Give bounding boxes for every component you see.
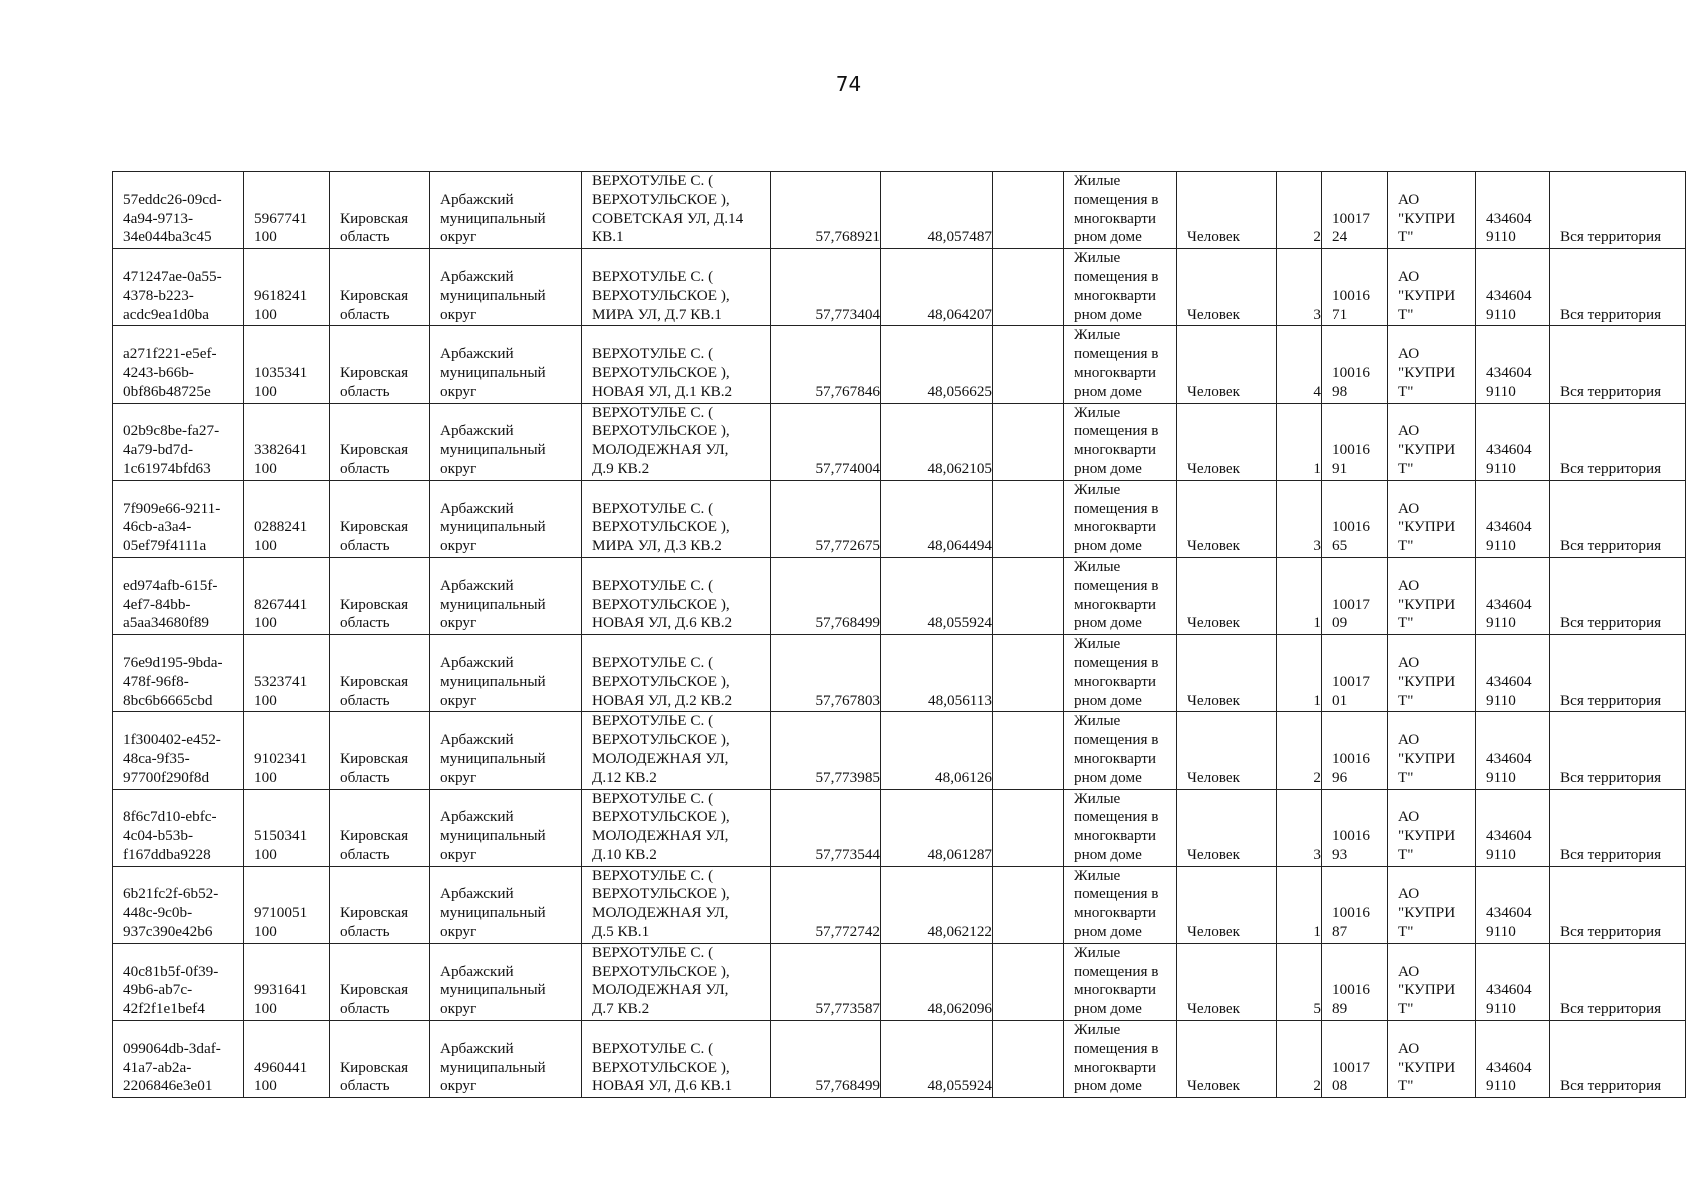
- object-type-cell: Жилые помещения в многокварти рном доме: [1064, 480, 1177, 557]
- territory-cell: Вся территория: [1550, 635, 1686, 712]
- table-row: [113, 635, 1686, 712]
- district-cell: Арбажский муниципальный округ: [430, 943, 582, 1020]
- object-type-cell: Жилые помещения в многокварти рном доме: [1064, 943, 1177, 1020]
- address-cell: ВЕРХОТУЛЬЕ С. ( ВЕРХОТУЛЬСКОЕ ), НОВАЯ УЛ, Д.6 КВ.1: [582, 1021, 771, 1098]
- district-cell: Арбажский муниципальный округ: [430, 480, 582, 557]
- latitude-cell: 57,768499: [771, 1021, 881, 1098]
- region-cell: Кировская область: [330, 326, 430, 403]
- empty-cell: [993, 635, 1064, 712]
- district-cell: Арбажский муниципальный округ: [430, 635, 582, 712]
- object-type-cell: Жилые помещения в многокварти рном доме: [1064, 326, 1177, 403]
- empty-cell: [993, 866, 1064, 943]
- table-row: [113, 866, 1686, 943]
- object-type-cell: Жилые помещения в многокварти рном доме: [1064, 789, 1177, 866]
- object-type-cell: Жилые помещения в многокварти рном доме: [1064, 557, 1177, 634]
- object-id-cell: 099064db-3daf- 41a7-ab2a- 2206846e3e01: [113, 1021, 244, 1098]
- latitude-cell: 57,774004: [771, 403, 881, 480]
- district-cell: Арбажский муниципальный округ: [430, 172, 582, 249]
- table-row: [113, 172, 1686, 249]
- longitude-cell: 48,057487: [881, 172, 993, 249]
- number-cell: 10016 87: [1322, 866, 1388, 943]
- address-cell: ВЕРХОТУЛЬЕ С. ( ВЕРХОТУЛЬСКОЕ ), МОЛОДЕЖНАЯ УЛ, Д.10 КВ.2: [582, 789, 771, 866]
- number-cell: 10016 71: [1322, 249, 1388, 326]
- unit-cell: Человек: [1177, 249, 1277, 326]
- inn-cell: 434604 9110: [1476, 249, 1550, 326]
- code-cell: 9618241 100: [244, 249, 330, 326]
- region-cell: Кировская область: [330, 172, 430, 249]
- count-cell: 3: [1277, 249, 1322, 326]
- longitude-cell: 48,062096: [881, 943, 993, 1020]
- latitude-cell: 57,773544: [771, 789, 881, 866]
- object-type-cell: Жилые помещения в многокварти рном доме: [1064, 172, 1177, 249]
- inn-cell: 434604 9110: [1476, 712, 1550, 789]
- count-cell: 1: [1277, 403, 1322, 480]
- region-cell: Кировская область: [330, 712, 430, 789]
- object-id-cell: 471247ae-0a55- 4378-b223- acdc9ea1d0ba: [113, 249, 244, 326]
- table-row: [113, 943, 1686, 1020]
- longitude-cell: 48,06126: [881, 712, 993, 789]
- district-cell: Арбажский муниципальный округ: [430, 866, 582, 943]
- unit-cell: Человек: [1177, 480, 1277, 557]
- empty-cell: [993, 172, 1064, 249]
- count-cell: 3: [1277, 480, 1322, 557]
- unit-cell: Человек: [1177, 326, 1277, 403]
- address-cell: ВЕРХОТУЛЬЕ С. ( ВЕРХОТУЛЬСКОЕ ), СОВЕТСКАЯ УЛ, Д.14 КВ.1: [582, 172, 771, 249]
- address-cell: ВЕРХОТУЛЬЕ С. ( ВЕРХОТУЛЬСКОЕ ), НОВАЯ УЛ, Д.6 КВ.2: [582, 557, 771, 634]
- count-cell: 2: [1277, 1021, 1322, 1098]
- table-row: [113, 712, 1686, 789]
- address-cell: ВЕРХОТУЛЬЕ С. ( ВЕРХОТУЛЬСКОЕ ), МОЛОДЕЖНАЯ УЛ, Д.9 КВ.2: [582, 403, 771, 480]
- number-cell: 10016 96: [1322, 712, 1388, 789]
- district-cell: Арбажский муниципальный округ: [430, 789, 582, 866]
- object-id-cell: 40c81b5f-0f39- 49b6-ab7c- 42f2f1e1bef4: [113, 943, 244, 1020]
- object-type-cell: Жилые помещения в многокварти рном доме: [1064, 403, 1177, 480]
- territory-cell: Вся территория: [1550, 557, 1686, 634]
- organization-cell: АО "КУПРИ Т": [1388, 866, 1476, 943]
- empty-cell: [993, 1021, 1064, 1098]
- code-cell: 9102341 100: [244, 712, 330, 789]
- territory-cell: Вся территория: [1550, 249, 1686, 326]
- region-cell: Кировская область: [330, 249, 430, 326]
- latitude-cell: 57,773587: [771, 943, 881, 1020]
- number-cell: 10016 93: [1322, 789, 1388, 866]
- registry-table: [112, 171, 1686, 1098]
- district-cell: Арбажский муниципальный округ: [430, 712, 582, 789]
- object-type-cell: Жилые помещения в многокварти рном доме: [1064, 1021, 1177, 1098]
- object-id-cell: 1f300402-e452- 48ca-9f35- 97700f290f8d: [113, 712, 244, 789]
- number-cell: 10017 09: [1322, 557, 1388, 634]
- number-cell: 10017 01: [1322, 635, 1388, 712]
- object-type-cell: Жилые помещения в многокварти рном доме: [1064, 866, 1177, 943]
- object-id-cell: ed974afb-615f- 4ef7-84bb- a5aa34680f89: [113, 557, 244, 634]
- territory-cell: Вся территория: [1550, 712, 1686, 789]
- latitude-cell: 57,773404: [771, 249, 881, 326]
- region-cell: Кировская область: [330, 557, 430, 634]
- latitude-cell: 57,767846: [771, 326, 881, 403]
- object-type-cell: Жилые помещения в многокварти рном доме: [1064, 249, 1177, 326]
- table-row: [113, 403, 1686, 480]
- code-cell: 1035341 100: [244, 326, 330, 403]
- territory-cell: Вся территория: [1550, 326, 1686, 403]
- inn-cell: 434604 9110: [1476, 326, 1550, 403]
- code-cell: 8267441 100: [244, 557, 330, 634]
- number-cell: 10017 24: [1322, 172, 1388, 249]
- address-cell: ВЕРХОТУЛЬЕ С. ( ВЕРХОТУЛЬСКОЕ ), НОВАЯ УЛ, Д.2 КВ.2: [582, 635, 771, 712]
- territory-cell: Вся территория: [1550, 789, 1686, 866]
- number-cell: 10016 91: [1322, 403, 1388, 480]
- object-id-cell: 57eddc26-09cd- 4a94-9713- 34e044ba3c45: [113, 172, 244, 249]
- address-cell: ВЕРХОТУЛЬЕ С. ( ВЕРХОТУЛЬСКОЕ ), МИРА УЛ, Д.3 КВ.2: [582, 480, 771, 557]
- code-cell: 9710051 100: [244, 866, 330, 943]
- organization-cell: АО "КУПРИ Т": [1388, 480, 1476, 557]
- empty-cell: [993, 712, 1064, 789]
- district-cell: Арбажский муниципальный округ: [430, 1021, 582, 1098]
- object-id-cell: 02b9c8be-fa27- 4a79-bd7d- 1c61974bfd63: [113, 403, 244, 480]
- address-cell: ВЕРХОТУЛЬЕ С. ( ВЕРХОТУЛЬСКОЕ ), МИРА УЛ, Д.7 КВ.1: [582, 249, 771, 326]
- inn-cell: 434604 9110: [1476, 480, 1550, 557]
- address-cell: ВЕРХОТУЛЬЕ С. ( ВЕРХОТУЛЬСКОЕ ), МОЛОДЕЖНАЯ УЛ, Д.7 КВ.2: [582, 943, 771, 1020]
- inn-cell: 434604 9110: [1476, 1021, 1550, 1098]
- object-id-cell: a271f221-e5ef- 4243-b66b- 0bf86b48725e: [113, 326, 244, 403]
- longitude-cell: 48,056113: [881, 635, 993, 712]
- region-cell: Кировская область: [330, 789, 430, 866]
- longitude-cell: 48,055924: [881, 557, 993, 634]
- territory-cell: Вся территория: [1550, 480, 1686, 557]
- region-cell: Кировская область: [330, 403, 430, 480]
- territory-cell: Вся территория: [1550, 1021, 1686, 1098]
- region-cell: Кировская область: [330, 866, 430, 943]
- organization-cell: АО "КУПРИ Т": [1388, 249, 1476, 326]
- number-cell: 10016 98: [1322, 326, 1388, 403]
- territory-cell: Вся территория: [1550, 866, 1686, 943]
- empty-cell: [993, 249, 1064, 326]
- code-cell: 5150341 100: [244, 789, 330, 866]
- code-cell: 9931641 100: [244, 943, 330, 1020]
- inn-cell: 434604 9110: [1476, 943, 1550, 1020]
- count-cell: 1: [1277, 635, 1322, 712]
- latitude-cell: 57,772742: [771, 866, 881, 943]
- inn-cell: 434604 9110: [1476, 172, 1550, 249]
- unit-cell: Человек: [1177, 403, 1277, 480]
- table-row: [113, 480, 1686, 557]
- address-cell: ВЕРХОТУЛЬЕ С. ( ВЕРХОТУЛЬСКОЕ ), НОВАЯ УЛ, Д.1 КВ.2: [582, 326, 771, 403]
- number-cell: 10017 08: [1322, 1021, 1388, 1098]
- code-cell: 3382641 100: [244, 403, 330, 480]
- organization-cell: АО "КУПРИ Т": [1388, 1021, 1476, 1098]
- inn-cell: 434604 9110: [1476, 789, 1550, 866]
- table-row: [113, 557, 1686, 634]
- inn-cell: 434604 9110: [1476, 866, 1550, 943]
- longitude-cell: 48,055924: [881, 1021, 993, 1098]
- unit-cell: Человек: [1177, 943, 1277, 1020]
- region-cell: Кировская область: [330, 943, 430, 1020]
- inn-cell: 434604 9110: [1476, 403, 1550, 480]
- unit-cell: Человек: [1177, 635, 1277, 712]
- empty-cell: [993, 943, 1064, 1020]
- organization-cell: АО "КУПРИ Т": [1388, 635, 1476, 712]
- object-type-cell: Жилые помещения в многокварти рном доме: [1064, 712, 1177, 789]
- count-cell: 4: [1277, 326, 1322, 403]
- address-cell: ВЕРХОТУЛЬЕ С. ( ВЕРХОТУЛЬСКОЕ ), МОЛОДЕЖНАЯ УЛ, Д.12 КВ.2: [582, 712, 771, 789]
- longitude-cell: 48,061287: [881, 789, 993, 866]
- longitude-cell: 48,064494: [881, 480, 993, 557]
- empty-cell: [993, 326, 1064, 403]
- region-cell: Кировская область: [330, 635, 430, 712]
- count-cell: 1: [1277, 557, 1322, 634]
- unit-cell: Человек: [1177, 557, 1277, 634]
- count-cell: 5: [1277, 943, 1322, 1020]
- organization-cell: АО "КУПРИ Т": [1388, 789, 1476, 866]
- district-cell: Арбажский муниципальный округ: [430, 403, 582, 480]
- count-cell: 2: [1277, 172, 1322, 249]
- unit-cell: Человек: [1177, 789, 1277, 866]
- district-cell: Арбажский муниципальный округ: [430, 249, 582, 326]
- territory-cell: Вся территория: [1550, 403, 1686, 480]
- longitude-cell: 48,062122: [881, 866, 993, 943]
- page-number: 74: [835, 72, 862, 96]
- district-cell: Арбажский муниципальный округ: [430, 557, 582, 634]
- unit-cell: Человек: [1177, 866, 1277, 943]
- empty-cell: [993, 789, 1064, 866]
- region-cell: Кировская область: [330, 480, 430, 557]
- table-row: [113, 326, 1686, 403]
- count-cell: 2: [1277, 712, 1322, 789]
- inn-cell: 434604 9110: [1476, 635, 1550, 712]
- table-row: [113, 789, 1686, 866]
- unit-cell: Человек: [1177, 712, 1277, 789]
- address-cell: ВЕРХОТУЛЬЕ С. ( ВЕРХОТУЛЬСКОЕ ), МОЛОДЕЖНАЯ УЛ, Д.5 КВ.1: [582, 866, 771, 943]
- object-type-cell: Жилые помещения в многокварти рном доме: [1064, 635, 1177, 712]
- object-id-cell: 7f909e66-9211- 46cb-a3a4- 05ef79f4111a: [113, 480, 244, 557]
- code-cell: 5323741 100: [244, 635, 330, 712]
- territory-cell: Вся территория: [1550, 172, 1686, 249]
- organization-cell: АО "КУПРИ Т": [1388, 712, 1476, 789]
- code-cell: 4960441 100: [244, 1021, 330, 1098]
- unit-cell: Человек: [1177, 1021, 1277, 1098]
- latitude-cell: 57,772675: [771, 480, 881, 557]
- longitude-cell: 48,056625: [881, 326, 993, 403]
- number-cell: 10016 89: [1322, 943, 1388, 1020]
- table-row: [113, 249, 1686, 326]
- object-id-cell: 8f6c7d10-ebfc- 4c04-b53b- f167ddba9228: [113, 789, 244, 866]
- latitude-cell: 57,768499: [771, 557, 881, 634]
- count-cell: 3: [1277, 789, 1322, 866]
- longitude-cell: 48,064207: [881, 249, 993, 326]
- inn-cell: 434604 9110: [1476, 557, 1550, 634]
- empty-cell: [993, 480, 1064, 557]
- object-id-cell: 6b21fc2f-6b52- 448c-9c0b- 937c390e42b6: [113, 866, 244, 943]
- organization-cell: АО "КУПРИ Т": [1388, 326, 1476, 403]
- count-cell: 1: [1277, 866, 1322, 943]
- number-cell: 10016 65: [1322, 480, 1388, 557]
- latitude-cell: 57,768921: [771, 172, 881, 249]
- unit-cell: Человек: [1177, 172, 1277, 249]
- organization-cell: АО "КУПРИ Т": [1388, 943, 1476, 1020]
- longitude-cell: 48,062105: [881, 403, 993, 480]
- organization-cell: АО "КУПРИ Т": [1388, 403, 1476, 480]
- empty-cell: [993, 557, 1064, 634]
- object-id-cell: 76e9d195-9bda- 478f-96f8- 8bc6b6665cbd: [113, 635, 244, 712]
- code-cell: 5967741 100: [244, 172, 330, 249]
- empty-cell: [993, 403, 1064, 480]
- latitude-cell: 57,767803: [771, 635, 881, 712]
- latitude-cell: 57,773985: [771, 712, 881, 789]
- organization-cell: АО "КУПРИ Т": [1388, 172, 1476, 249]
- district-cell: Арбажский муниципальный округ: [430, 326, 582, 403]
- code-cell: 0288241 100: [244, 480, 330, 557]
- territory-cell: Вся территория: [1550, 943, 1686, 1020]
- table-row: [113, 1021, 1686, 1098]
- region-cell: Кировская область: [330, 1021, 430, 1098]
- organization-cell: АО "КУПРИ Т": [1388, 557, 1476, 634]
